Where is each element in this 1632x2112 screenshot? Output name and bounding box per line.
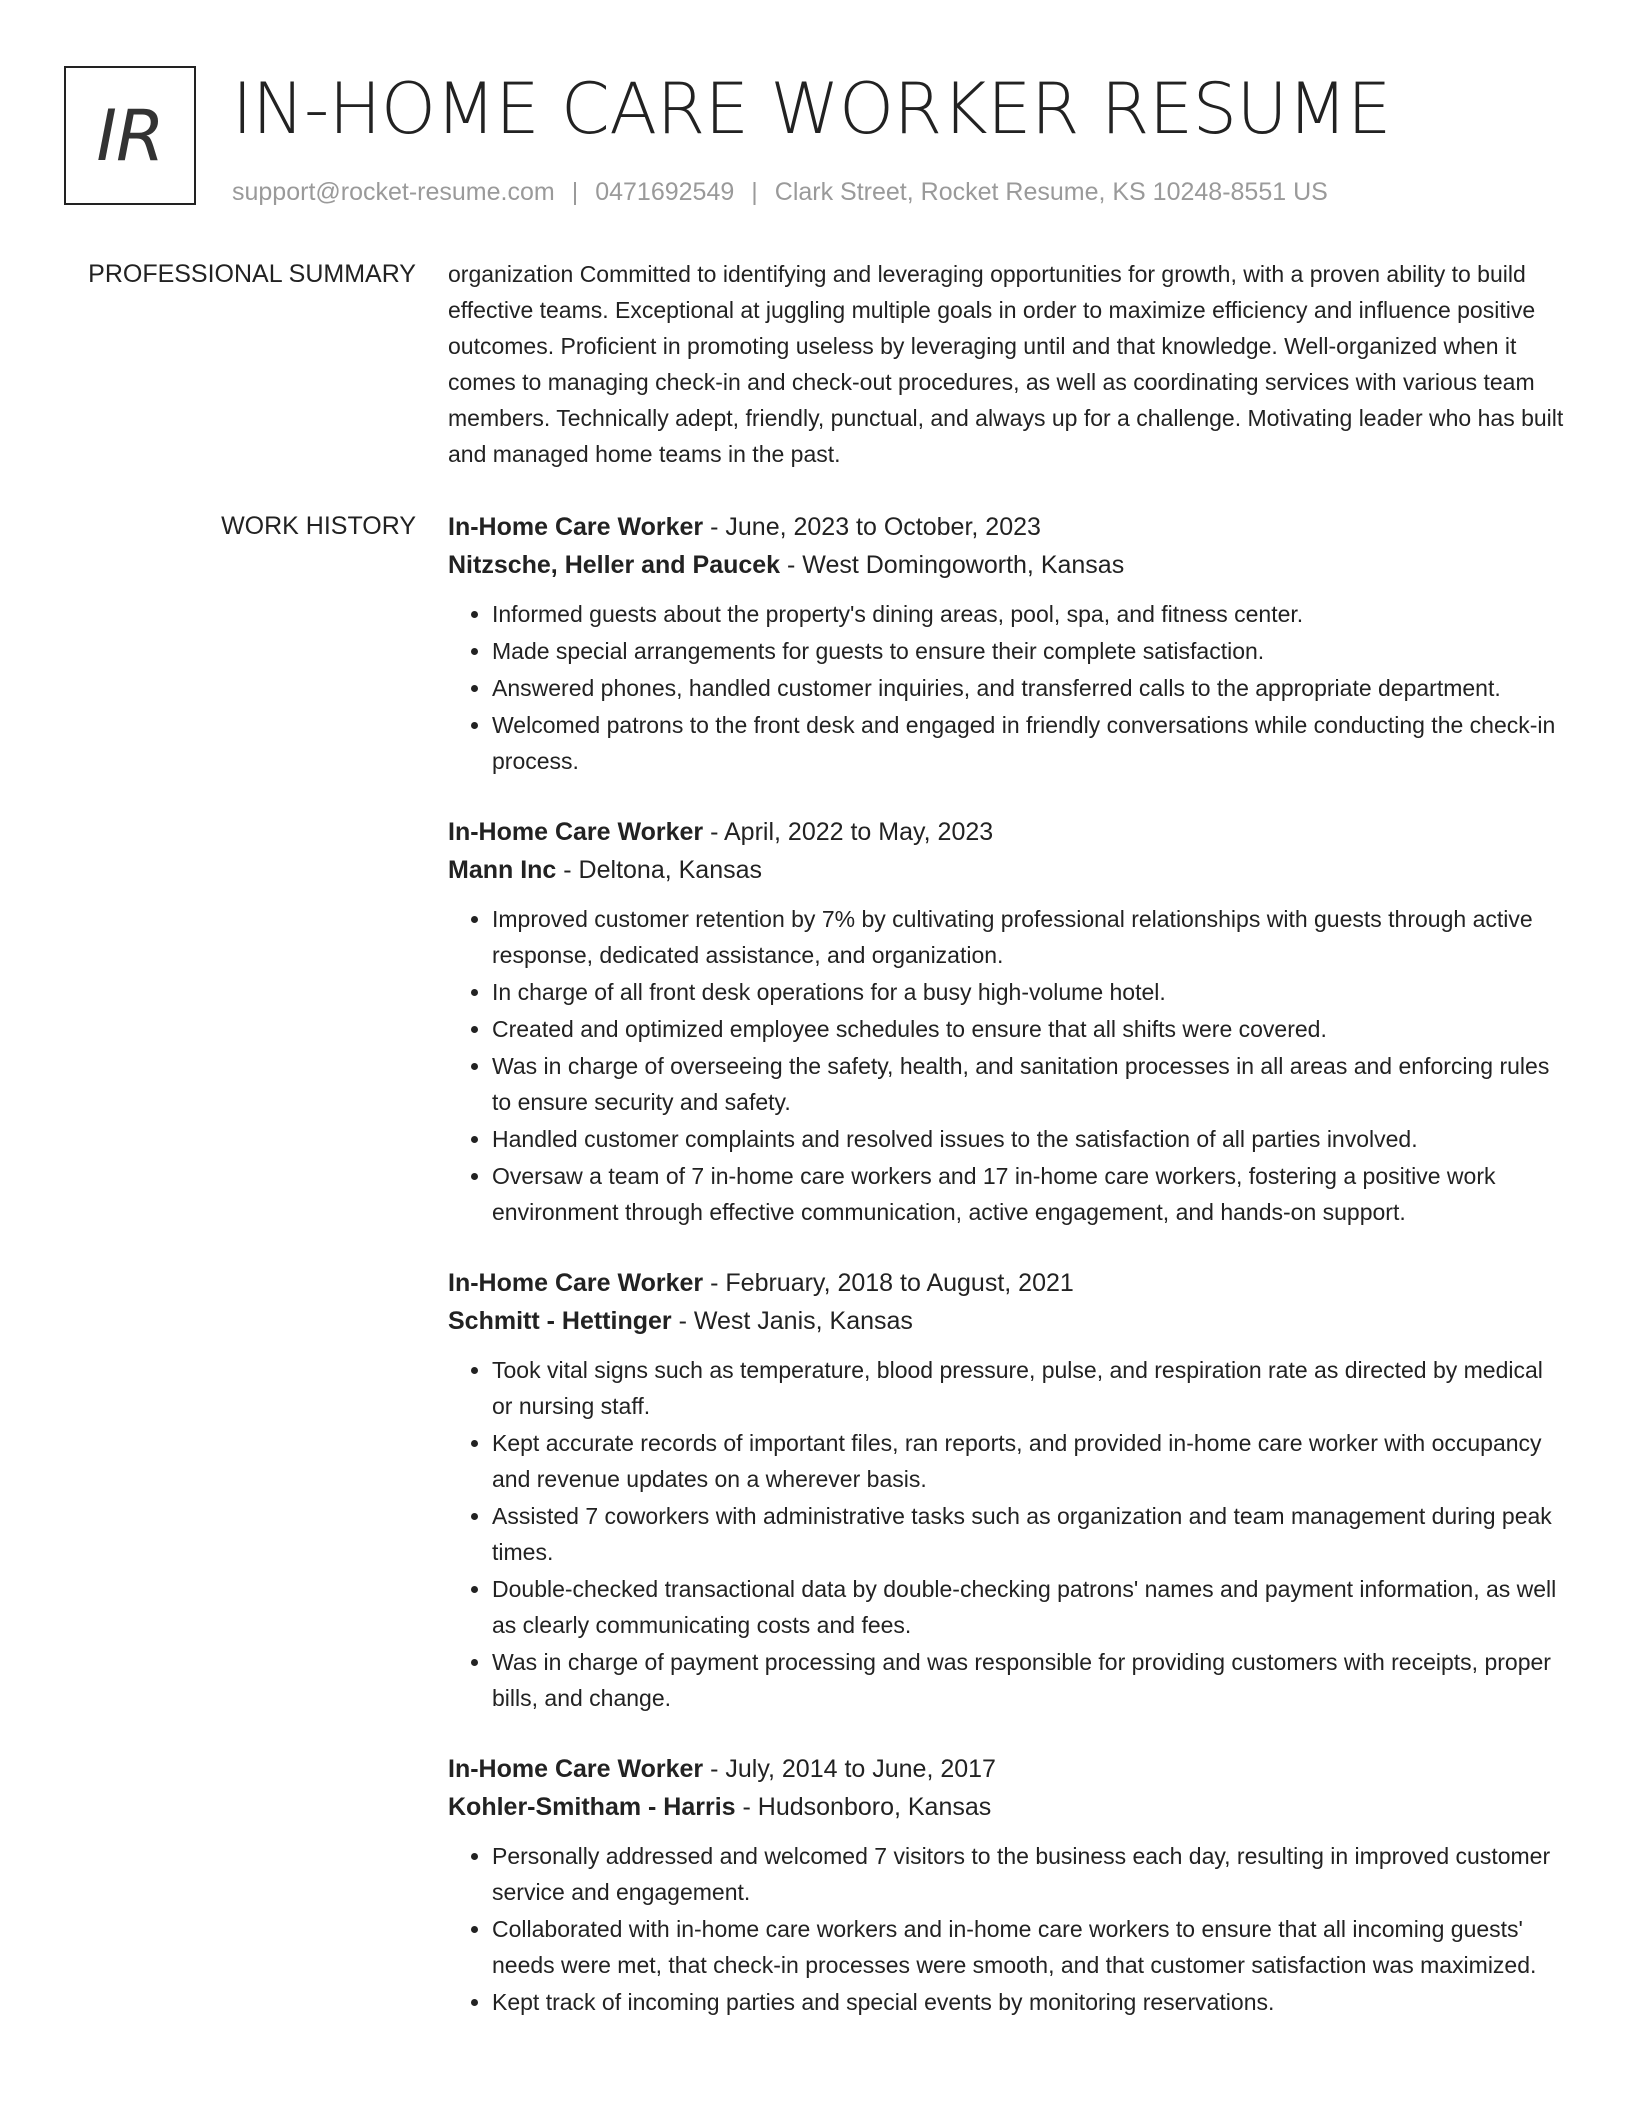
job-company-line [448,1788,1568,1826]
job-bullet: • Kept track of incoming parties and special events by monitoring reservations. [492,1984,1568,2020]
job-dates: - April, 2022 to May, 2023 [703,818,994,846]
job-title: In-Home Care Worker [448,818,704,846]
job-title: In-Home Care Worker [448,1755,704,1783]
job-bullet: • Improved customer retention by 7% by cultivating professional relationships with guests through active response, dedicated assistance, and organization. [492,901,1568,973]
section-label-summary: PROFESSIONAL SUMMARY [88,260,416,288]
job-bullet: • Handled customer complaints and resolved issues to the satisfaction of all parties involved. [492,1121,1568,1157]
job-company-line [448,546,1568,584]
job-bullet: • Created and optimized employee schedules to ensure that all shifts were covered. [492,1011,1568,1047]
job-bullet: • Was in charge of payment processing and was responsible for providing customers with receipts, proper bills, and change. [492,1644,1568,1716]
job-bullet: • Welcomed patrons to the front desk and engaged in friendly conversations while conducting the check-in process. [492,707,1568,779]
job-dates: - February, 2018 to August, 2021 [703,1269,1074,1297]
job-company: Schmitt - Hettinger [448,1307,672,1335]
job-bullet: • Was in charge of overseeing the safety, health, and sanitation processes in all areas and enforcing rules to ensure security and safety. [492,1048,1568,1120]
job-entry [448,1750,1568,2020]
resume-title: IN-HOME CARE WORKER RESUME [232,68,1391,150]
job-entry [448,813,1568,1230]
job-bullet: • Assisted 7 coworkers with administrative tasks such as organization and team management during peak times. [492,1498,1568,1570]
job-dates: - June, 2023 to October, 2023 [703,513,1041,541]
job-location: - West Janis, Kansas [671,1307,913,1335]
job-bullets [448,901,1568,1230]
job-company: Nitzsche, Heller and Paucek [448,551,781,579]
job-title: In-Home Care Worker [448,513,704,541]
job-company: Mann Inc [448,856,557,884]
job-location: - Hudsonboro, Kansas [735,1793,992,1821]
contact-line [232,174,1328,210]
job-bullet: • Took vital signs such as temperature, blood pressure, pulse, and respiration rate as directed by medical or nursing staff. [492,1352,1568,1424]
job-title: In-Home Care Worker [448,1269,704,1297]
job-entry [448,1264,1568,1716]
work-history-body [448,508,1568,2054]
job-bullet: • In charge of all front desk operations for a busy high-volume hotel. [492,974,1568,1010]
job-bullet: • Informed guests about the property's dining areas, pool, spa, and fitness center. [492,596,1568,632]
job-bullets [448,1352,1568,1716]
contact-phone: 0471692549 [595,178,735,206]
job-bullet: • Kept accurate records of important files, ran reports, and provided in-home care worker with occupancy and revenue updates on a wherever basis. [492,1425,1568,1497]
job-title-line [448,508,1568,546]
job-title-line [448,1264,1568,1302]
job-entry [448,508,1568,779]
job-bullets [448,1838,1568,2020]
contact-separator: | [571,178,579,206]
summary-text: organization Committed to identifying and leveraging opportunities for growth, with a proven ability to build effective teams. Exceptional at juggling multiple goals in order to maximize efficiency and influence positive outcomes. Proficient in promoting useless by leveraging until and that knowledge. Well-organized when it comes to managing check-in and check-out procedures, as well as coordinating services with various team members. Technically adept, friendly, punctual, and always up for a challenge. Motivating leader who has built and managed home teams in the past. [448,261,1564,467]
monogram-logo: IR [64,66,196,205]
job-bullet: • Personally addressed and welcomed 7 visitors to the business each day, resulting in improved customer service and engagement. [492,1838,1568,1910]
job-dates: - July, 2014 to June, 2017 [703,1755,996,1783]
contact-separator: | [751,178,758,206]
resume-header [64,66,1564,216]
job-bullet: • Collaborated with in-home care workers and in-home care workers to ensure that all incoming guests' needs were met, that check-in processes were smooth, and that customer satisfaction was maximized. [492,1911,1568,1983]
job-bullet: • Made special arrangements for guests to ensure their complete satisfaction. [492,633,1568,669]
job-company-line [448,1302,1568,1340]
section-label-work-history: WORK HISTORY [221,512,416,540]
job-bullet: • Double-checked transactional data by double-checking patrons' names and payment information, as well as clearly communicating costs and fees. [492,1571,1568,1643]
summary-body [448,256,1568,472]
job-title-line [448,813,1568,851]
contact-address: Clark Street, Rocket Resume, KS 10248-8551 US [774,178,1328,206]
job-company: Kohler-Smitham - Harris [448,1793,736,1821]
job-location: - Deltona, Kansas [556,856,763,884]
contact-email: support@rocket-resume.com [232,178,555,206]
job-location: - West Domingoworth, Kansas [780,551,1125,579]
job-bullets [448,596,1568,779]
job-title-line [448,1750,1568,1788]
job-bullet: • Oversaw a team of 7 in-home care workers and 17 in-home care workers, fostering a positive work environment through effective communication, active engagement, and hands-on support. [492,1158,1568,1230]
job-bullet: • Answered phones, handled customer inquiries, and transferred calls to the appropriate department. [492,670,1568,706]
job-company-line [448,851,1568,889]
